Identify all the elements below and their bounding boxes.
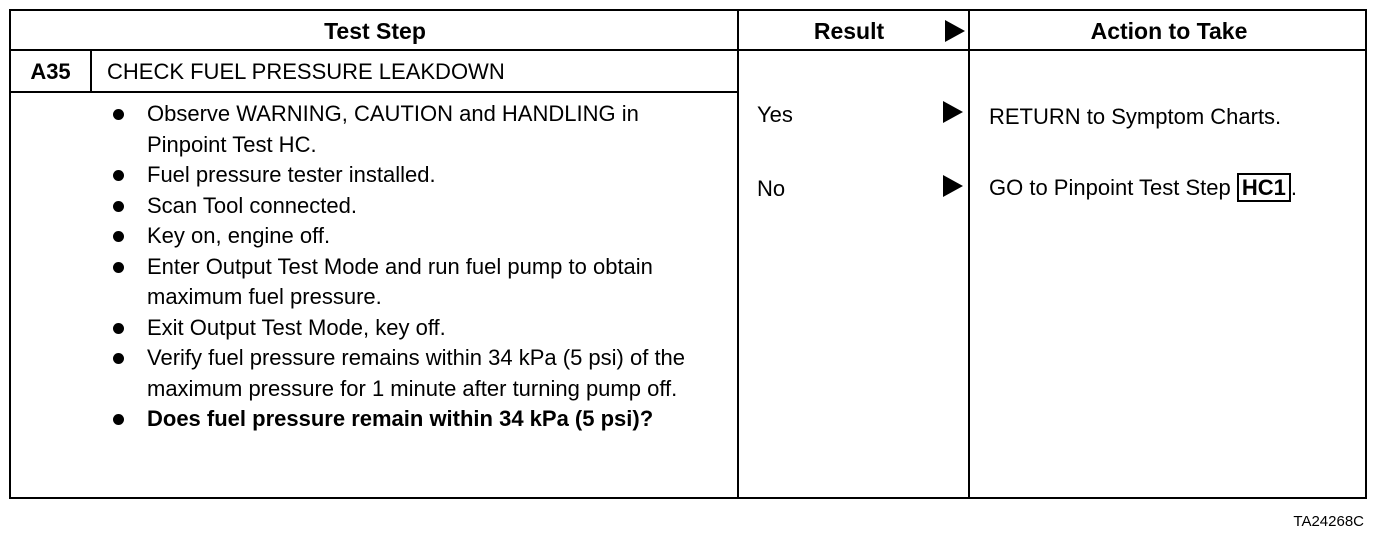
header-result-label: Result — [813, 17, 885, 44]
step-id: A35 — [30, 59, 71, 84]
bullet-icon — [113, 109, 124, 120]
list-item-text: Scan Tool connected. — [147, 192, 357, 218]
diagnostic-table — [9, 9, 1367, 499]
header-test-step: Test Step — [324, 17, 426, 44]
bullet-icon — [113, 323, 124, 334]
bullet-icon — [113, 201, 124, 212]
bullet-icon — [113, 262, 124, 273]
list-item-text: Observe WARNING, CAUTION and HANDLING in Pinpoint Test HC. — [147, 101, 639, 157]
bullet-icon — [113, 353, 124, 364]
header-action: Action to Take — [1090, 17, 1248, 44]
list-item — [101, 221, 721, 252]
action-no — [989, 175, 1297, 201]
header-result — [741, 11, 969, 51]
action-no-text: GO to Pinpoint Test Step — [989, 175, 1237, 200]
bullet-icon — [113, 170, 124, 181]
list-item — [101, 313, 721, 344]
action-yes: RETURN to Symptom Charts. — [989, 104, 1282, 129]
list-item — [101, 252, 721, 313]
title-row-divider — [11, 91, 737, 93]
id-cell-divider — [90, 51, 92, 91]
bullet-icon — [113, 231, 124, 242]
column-divider — [968, 11, 970, 497]
list-item-text: Key on, engine off. — [147, 223, 331, 248]
list-item-text: Fuel pressure tester installed. — [147, 162, 436, 187]
figure-code: TA24268C — [1293, 513, 1364, 530]
action-no-period: . — [1290, 175, 1297, 200]
list-item-text: Exit Output Test Mode, key off. — [147, 314, 446, 340]
list-item — [101, 191, 721, 222]
result-no: No — [757, 176, 786, 201]
column-divider — [737, 11, 739, 497]
list-item — [101, 99, 721, 160]
list-item-text: Verify fuel pressure remains within 34 kPa (5 psi) of the maximum pressure for 1 minute after turning pump off. — [147, 345, 686, 401]
arrow-right-icon — [945, 20, 965, 42]
question-text: Does fuel pressure remain within 34 kPa (5 psi)? — [147, 406, 654, 431]
step-reference-hc1: HC1 — [1237, 173, 1291, 202]
result-yes: Yes — [757, 102, 793, 127]
arrow-right-icon — [943, 175, 963, 197]
step-title: CHECK FUEL PRESSURE LEAKDOWN — [107, 59, 505, 84]
list-item-text: Enter Output Test Mode and run fuel pump to obtain maximum fuel pressure. — [147, 253, 653, 309]
question-item — [101, 404, 721, 435]
list-item — [101, 160, 721, 191]
arrow-right-icon — [943, 101, 963, 123]
step-bullet-list — [101, 99, 721, 435]
bullet-icon — [113, 414, 124, 425]
list-item — [101, 343, 721, 404]
